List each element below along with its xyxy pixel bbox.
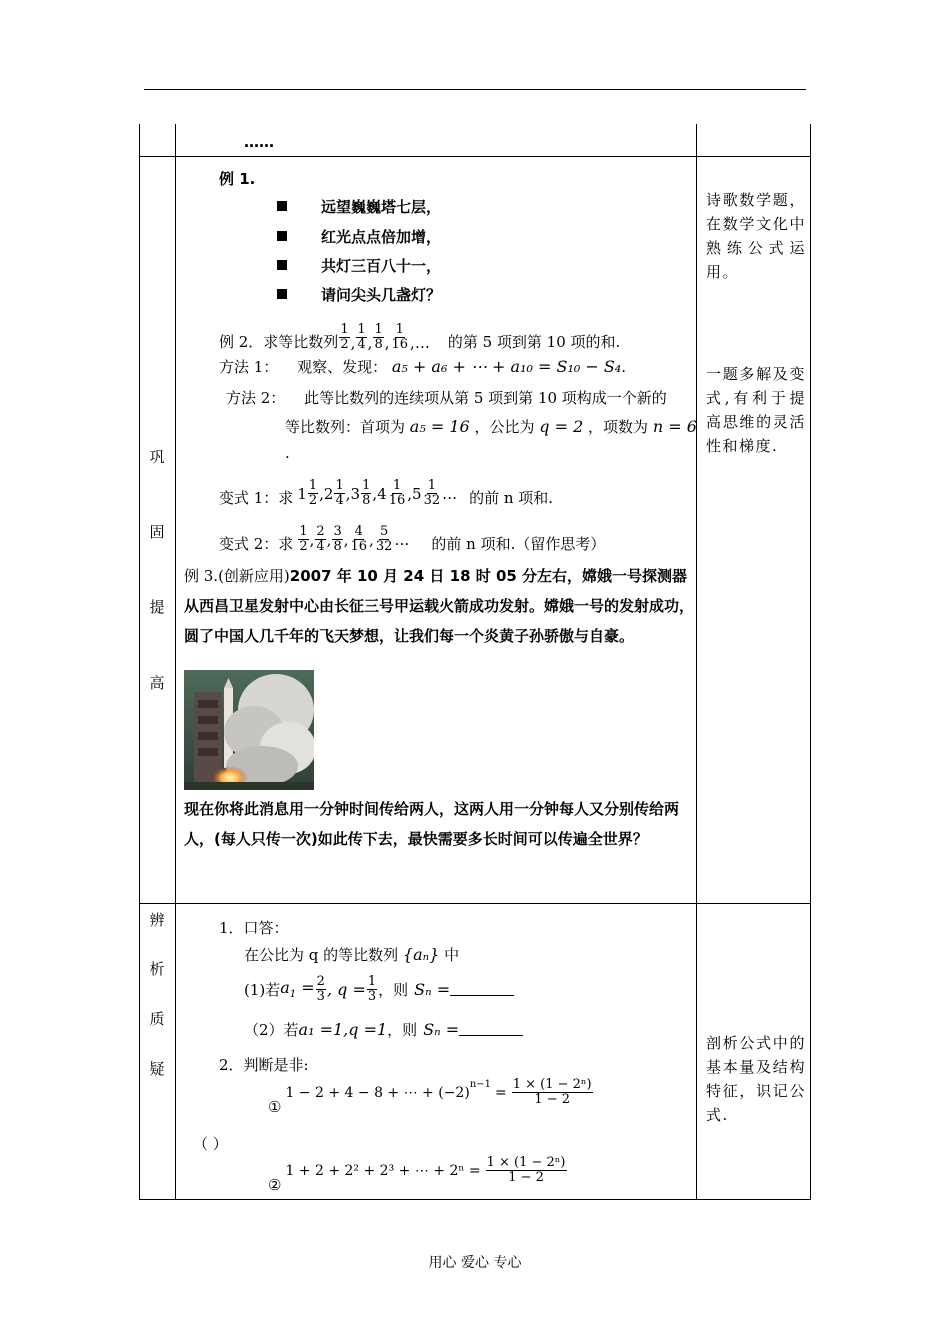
example3-paragraph: 例 3.(创新应用)2007 年 10 月 24 日 18 时 05 分左右，嫦娥一号探测器从西昌卫星发射中心由长征三号甲运载火箭成功发射。嫦娥一号的发射成功，圆了中国人几千年的飞天梦想，让我们每一个炎黄子孙骄傲与自豪。 <box>184 567 695 645</box>
ratio-formula: q = 2 <box>539 417 584 436</box>
example3-question: 现在你将此消息用一分钟时间传给两人，这两人用一分钟每人又分别传给两人，(每人只传一次)如此传下去，最快需要多长时间可以传遍全世界？ <box>184 800 680 848</box>
poem-line: 共灯三百八十一， <box>277 255 441 276</box>
method1-line: 方法 1： 观察、发现： a₅ + a₆ + ⋯ + a₁₀ = S₁₀ − S₄. <box>219 357 626 376</box>
sequence-tail: ,… <box>410 334 430 352</box>
table-border-right <box>810 124 811 1200</box>
q2-item1-fraction: $\frac{\text{1 × (1 − 2ⁿ)}}{1 - 2}$ <box>512 1077 592 1107</box>
example2-suffix: 的第 5 项到第 10 项的和. <box>447 333 621 351</box>
variant2-sequence: $\frac{1}{2}$ , $\frac{2}{4}$ , $\frac{3}{8}$ , $\frac{4}{16}$ , $\frac{5}{32}$ … <box>299 524 410 554</box>
row-divider-1 <box>139 156 811 157</box>
q1-part1: (1)若 $a_1$ = $\frac{2}{3}$ , q = $\frac{1}{3}$ ，则 Sₙ = <box>244 967 514 1011</box>
q1-part2: （2）若 a₁ =1,q =1 ，则 Sₙ = <box>244 1019 523 1040</box>
fraction: $\frac{1}{2}$ <box>340 322 349 352</box>
example2-prefix: 例 2．求等比数列 <box>219 333 339 351</box>
method1-formula: a₅ + a₆ + ⋯ + a₁₀ = S₁₀ − S₄ <box>391 357 622 376</box>
example1-title: 例 1. <box>219 170 256 188</box>
table-border-bottom <box>139 1199 811 1200</box>
page-footer: 用心 爱心 专心 <box>428 1255 522 1271</box>
q2-title: 2．判断是非: <box>219 1056 309 1074</box>
method2-period: . <box>285 444 290 462</box>
fraction: $\frac{1}{8}$ <box>374 322 383 352</box>
sequence-an: {aₙ} <box>402 945 440 964</box>
rocket-launch-image <box>184 670 314 790</box>
row-label-char: 质 <box>149 1010 165 1028</box>
answer-blank[interactable] <box>450 983 514 996</box>
q2-item1: ① 1 − 2 + 4 − 8 + ⋯ + (−2) n−1 = $\frac{\text{1 × (1 − 2ⁿ)}}{1 - 2}$ <box>268 1077 592 1116</box>
side-note-variants: 一题多解及变式,有利于提高思维的灵活性和梯度. <box>706 365 806 455</box>
variant1-line: 变式 1：求 1 $\frac{1}{2}$ , 2 $\frac{1}{4}$ , 3 $\frac{1}{8}$ , 4 $\frac{1}{16}$ , 5 $\frac{1}{32}$ … 的前 n 项和. <box>219 478 554 508</box>
fraction: $\frac{1}{16}$ <box>391 322 409 352</box>
table-border-left <box>139 124 140 1200</box>
row-divider-2 <box>139 903 811 904</box>
example2-line: 例 2．求等比数列 $\frac{1}{2}$ , $\frac{1}{4}$ , $\frac{1}{8}$ , $\frac{1}{16}$ ,… 的第 5 项到第 10 项的和. <box>219 322 621 352</box>
term-count-formula: n = 6 <box>652 417 697 436</box>
q2-item2: ② 1 + 2 + 2² + 2³ + ⋯ + 2ⁿ = $\frac{\text{1 × (1 − 2ⁿ)}}{1 - 2}$ <box>268 1155 566 1194</box>
ellipsis-text: …… <box>244 133 274 151</box>
row-label-char: 固 <box>149 523 165 541</box>
poem-line: 红光点点倍加增， <box>277 226 441 247</box>
row-label-char: 辨 <box>149 911 165 929</box>
bullet-square-icon <box>277 260 287 270</box>
side-note-analysis: 剖析公式中的基本量及结构特征，识记公式. <box>706 1034 806 1124</box>
side-note-poem: 诗歌数学题，在数学文化中熟练公式运用。 <box>706 191 806 281</box>
table-divider-1 <box>175 124 176 1200</box>
row-label-char: 疑 <box>149 1060 165 1078</box>
answer-blank[interactable] <box>459 1023 523 1036</box>
bullet-square-icon <box>277 231 287 241</box>
row-label-char: 高 <box>149 674 165 692</box>
first-term-formula: a₅ = 16 <box>409 417 470 436</box>
q2-item2-fraction: $\frac{\text{1 × (1 − 2ⁿ)}}{1 - 2}$ <box>486 1155 566 1185</box>
method2-line1: 方法 2： 此等比数列的连续项从第 5 项到第 10 项构成一个新的 <box>226 389 667 407</box>
row-label-char: 析 <box>149 960 165 978</box>
q1-text: 在公比为 q 的等比数列 {aₙ} 中 <box>244 945 460 964</box>
fraction: $\frac{1}{4}$ <box>357 322 366 352</box>
bullet-square-icon <box>277 201 287 211</box>
rocket-launch-image-icon <box>184 670 314 790</box>
poem-line: 请问尖头几盏灯？ <box>277 284 441 305</box>
variant1-sequence: 1 $\frac{1}{2}$ , 2 $\frac{1}{4}$ , 3 $\frac{1}{8}$ , 4 $\frac{1}{16}$ , 5 $\frac{1}{32}$ … <box>297 478 458 508</box>
q1-title: 1．口答： <box>219 919 289 937</box>
method2-line2: 等比数列：首项为 a₅ = 16 ，公比为 q = 2 ，项数为 n = 6 <box>285 417 697 436</box>
judge-parentheses[interactable]: （ ） <box>193 1135 228 1153</box>
header-rule <box>144 89 806 90</box>
table-divider-2 <box>696 124 697 1200</box>
row-label-char: 巩 <box>149 448 165 466</box>
variant2-line: 变式 2：求 $\frac{1}{2}$ , $\frac{2}{4}$ , $\frac{3}{8}$ , $\frac{4}{16}$ , $\frac{5}{32}$ … 的前 n 项和.（留作思考） <box>219 524 606 554</box>
poem-line: 远望巍巍塔七层， <box>277 196 441 217</box>
bullet-square-icon <box>277 289 287 299</box>
row-label-char: 提 <box>149 598 165 616</box>
